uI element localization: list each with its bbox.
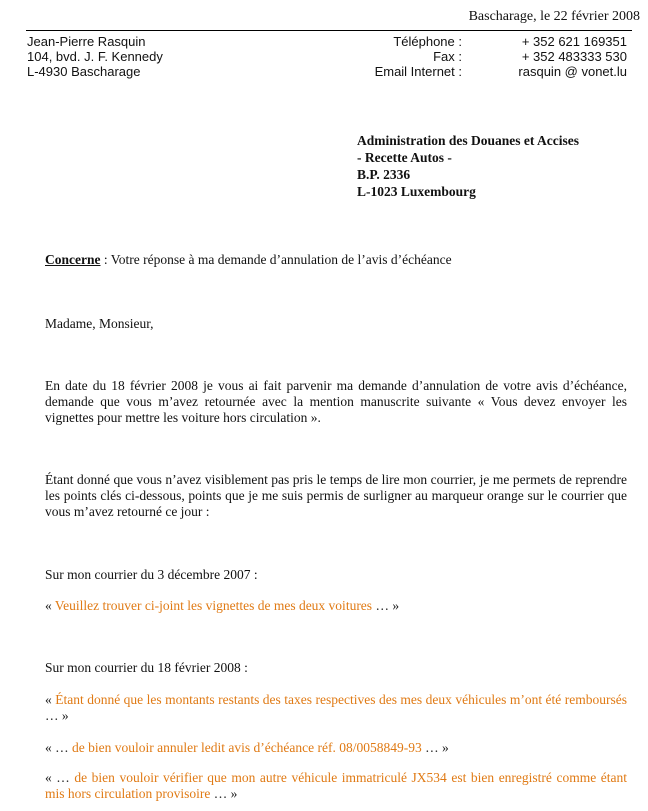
- recipient-line1: Administration des Douanes et Accises: [357, 133, 579, 148]
- subject-label: Concerne: [45, 252, 101, 267]
- paragraph-1: En date du 18 février 2008 je vous ai fait parvenir ma demande d’annulation de votre avis d’échéance, demande que vous m’avez retournée avec la mention manuscrite suivante « Vous devez envoyer les vignettes pour mettre les voiture hors circulation ».: [45, 378, 627, 425]
- quote-4: [45, 770, 627, 802]
- recipient-line2: - Recette Autos -: [357, 150, 452, 165]
- quote-2-highlight: Étant donné que les montants restants des taxes respectives des mes deux véhicules m’ont été remboursés: [55, 692, 628, 707]
- phone-label: Téléphone :: [393, 34, 462, 49]
- quote-3-close: … »: [421, 740, 449, 755]
- quote-4-open: « …: [45, 770, 75, 785]
- quote-4-close: … »: [210, 786, 238, 801]
- sender-name: Jean-Pierre Rasquin: [27, 34, 146, 49]
- subject-text: : Votre réponse à ma demande d’annulation de l’avis d’échéance: [100, 252, 452, 267]
- quote-3-open: « …: [45, 740, 72, 755]
- recipient-line4: L-1023 Luxembourg: [357, 184, 476, 199]
- quote-1: [45, 598, 399, 614]
- email-label: Email Internet :: [374, 64, 462, 79]
- fax-value: + 352 483333 530: [521, 49, 627, 64]
- sender-city: L-4930 Bascharage: [27, 64, 141, 79]
- email-value[interactable]: rasquin @ vonet.lu: [518, 64, 627, 79]
- paragraph-2: Étant donné que vous n’avez visiblement pas pris le temps de lire mon courrier, je me permets de reprendre les points clés ci-dessous, points que je me suis permis de surligner au marqueur orange sur le courrier que vous m’avez retourné ce jour :: [45, 472, 627, 519]
- salutation: Madame, Monsieur,: [45, 316, 154, 331]
- quote-3: [45, 740, 449, 756]
- sender-street: 104, bvd. J. F. Kennedy: [27, 49, 163, 64]
- phone-value: + 352 621 169351: [521, 34, 627, 49]
- fax-label: Fax :: [433, 49, 462, 64]
- subject-line: [45, 252, 452, 268]
- header-rule: [26, 30, 632, 31]
- quote-1-close: … »: [372, 598, 400, 613]
- quote-2-open: «: [45, 692, 56, 707]
- quote-1-highlight: Veuillez trouver ci-joint les vignettes de mes deux voitures: [54, 598, 373, 613]
- quote-4-highlight: de bien vouloir vérifier que mon autre véhicule immatriculé JX534 est bien enregistré comme étant mis hors circulation provisoire: [45, 770, 627, 801]
- date-line: Bascharage, le 22 février 2008: [468, 9, 640, 24]
- reference-heading-1: Sur mon courrier du 3 décembre 2007 :: [45, 567, 258, 582]
- quote-2-close: … »: [45, 708, 69, 723]
- quote-3-highlight: de bien vouloir annuler ledit avis d’échéance réf. 08/0058849-93: [72, 740, 422, 755]
- reference-heading-2: Sur mon courrier du 18 février 2008 :: [45, 660, 248, 675]
- quote-1-open: «: [45, 598, 55, 613]
- quote-2: [45, 692, 627, 724]
- recipient-line3: B.P. 2336: [357, 167, 411, 182]
